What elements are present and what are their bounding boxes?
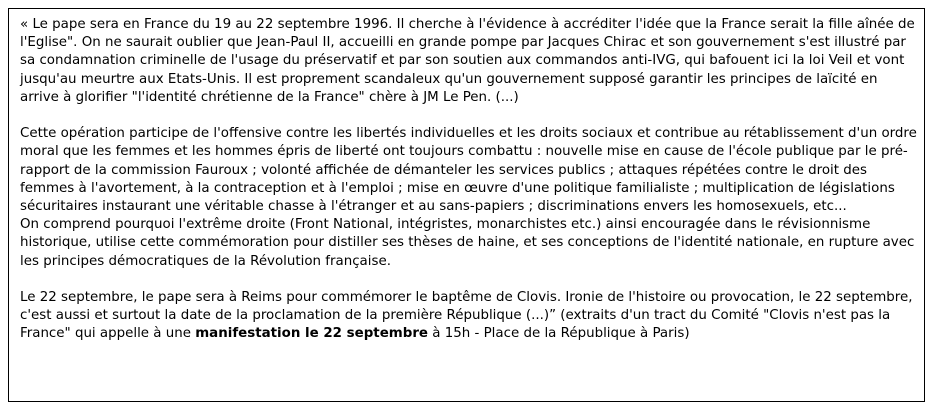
quote-box [8, 8, 925, 402]
quote-text [20, 16, 920, 344]
manifestation-highlight: manifestation le 22 septembre [195, 326, 429, 342]
paragraph-gap [20, 107, 920, 125]
paragraph-gap [20, 271, 920, 289]
paragraph-1: « Le pape sera en France du 19 au 22 septembre 1996. Il cherche à l'évidence à accréditer l'idée que la France serait la fille aînée de l'Eglise". On ne saurait oublier que Jean-Paul II, accueilli en grande pompe par Jacques Chirac et son gouvernement s'est illustré par sa condamnation criminelle de l'usage du préservatif et par son soutien aux commandos anti-IVG, qui bafouent ici la loi Veil et vont jusqu'au meurtre aux Etats-Unis. Il est proprement scandaleux qu'un gouvernement supposé garantir les principes de laïcité en arrive à glorifier "l'identité chrétienne de la France" chère à JM Le Pen. (...) [20, 17, 915, 105]
paragraph-4-text-start: Le 22 septembre, le pape sera à Reims pour commémorer le baptême de Clovis. Ironie de l'histoire ou provocation, le 22 septembre, c'est aussi et surtout la date de la proclamation de la première République (...)” (extraits d'un tract du Comité "Clovis n'est pas la France" qui appelle à une [20, 290, 913, 342]
paragraph-4 [20, 289, 920, 344]
paragraph-4-text-end: à 15h - Place de la République à Paris) [428, 326, 690, 342]
paragraph-2: Cette opération participe de l'offensive contre les libertés individuelles et les droits sociaux et contribue au rétablissement d'un ordre moral que les femmes et les hommes épris de liberté ont toujours combattu : nouvelle mise en cause de l'école publique par le pré-rapport de la commission Fauroux ; volonté affichée de démanteler les services publics ; attaques répétées contre le droit des femmes à l'avortement, à la contraception et à l'emploi ; mise en œuvre d'une politique familialiste ; multiplication de législations sécuritaires instaurant une véritable chasse à l'étranger et au sans-papiers ; discriminations envers les homosexuels, etc... [20, 126, 917, 215]
paragraph-3: On comprend pourquoi l'extrême droite (Front National, intégristes, monarchistes etc.) ainsi encouragée dans le révisionnisme historique, utilise cette commémoration pour distiller ses thèses de haine, et ses conceptions de l'identité nationale, en rupture avec les principes démocratiques de la Révolution française. [20, 217, 915, 269]
